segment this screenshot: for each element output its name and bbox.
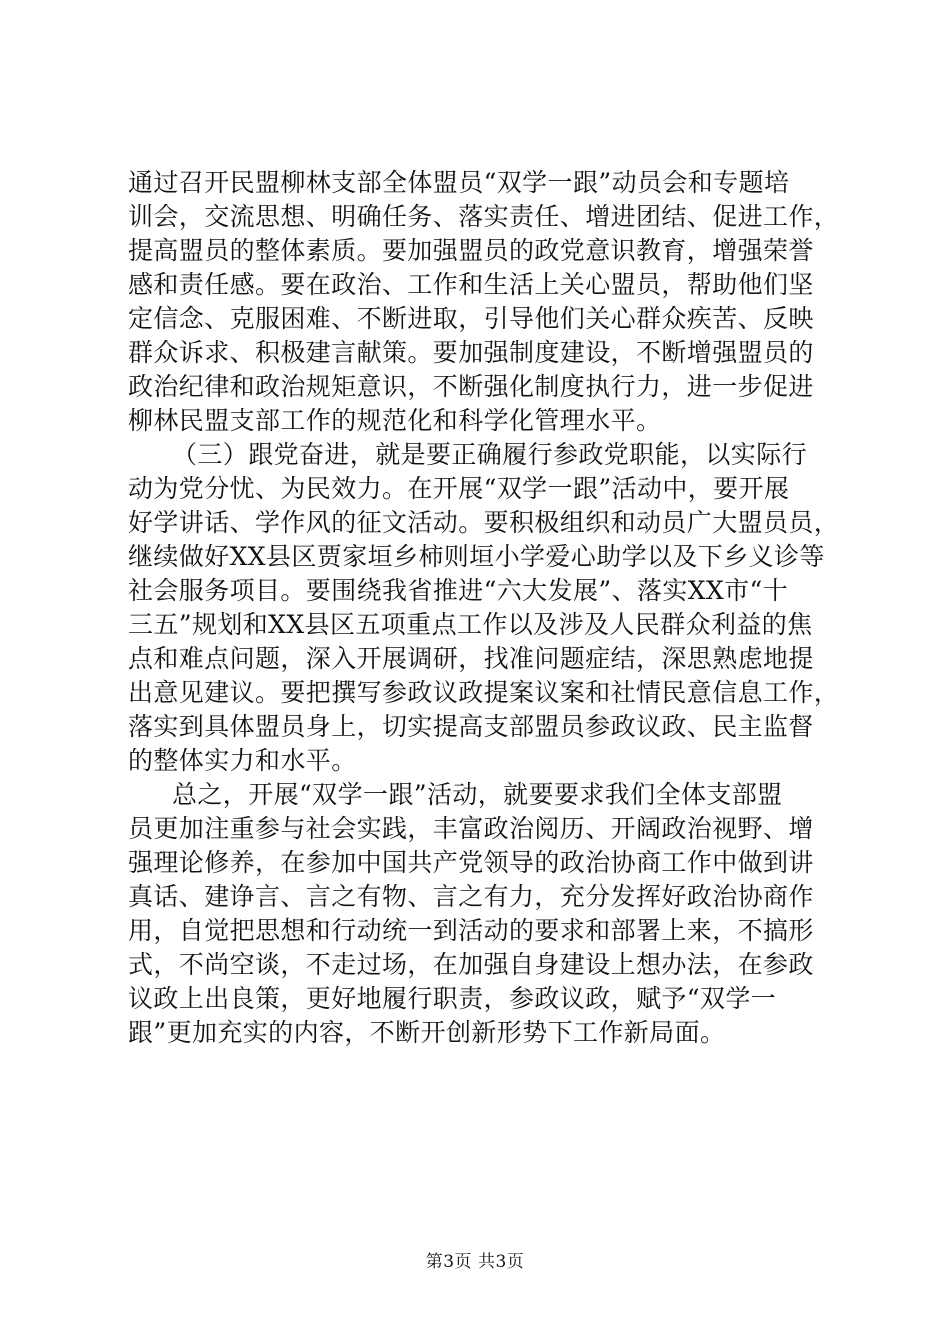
text-line: 强理论修养，在参加中国共产党领导的政治协商工作中做到讲 (128, 848, 814, 877)
text-line: 柳林民盟支部工作的规范化和科学化管理水平。 (128, 406, 662, 435)
text-line: 真话、建诤言、言之有物、言之有力，充分发挥好政治协商作 (128, 882, 814, 911)
document-body (128, 166, 840, 1050)
text-line: 议政上出良策，更好地履行职责，参政议政，赋予“双学一 (128, 984, 777, 1013)
text-line: 社会服务项目。要围绕我省推进“六大发展”、落实XX市“十 (128, 576, 789, 605)
text-line: 政治纪律和政治规矩意识，不断强化制度执行力，进一步促进 (128, 372, 814, 401)
text-line: 用，自觉把思想和行动统一到活动的要求和部署上来，不搞形 (128, 916, 814, 945)
text-line: 动为党分忧、为民效力。在开展“双学一跟”活动中，要开展 (128, 474, 790, 503)
paragraph-continuation (128, 166, 840, 438)
text-line: 定信念、克服困难、不断进取，引导他们关心群众疾苦、反映 (128, 304, 814, 333)
text-line: 的整体实力和水平。 (128, 746, 357, 775)
text-line: （三）跟党奋进，就是要正确履行参政党职能，以实际行 (172, 440, 808, 469)
paragraph-follow-party (128, 438, 840, 778)
text-line: 训会，交流思想、明确任务、落实责任、增进团结、促进工作， (128, 202, 840, 231)
text-line: 三五”规划和XX县区五项重点工作以及涉及人民群众利益的焦 (128, 610, 813, 639)
text-line: 继续做好XX县区贾家垣乡柿则垣小学爱心助学以及下乡义诊等 (128, 542, 825, 571)
text-line: 提高盟员的整体素质。要加强盟员的政党意识教育，增强荣誉 (128, 236, 814, 265)
text-line: 出意见建议。要把撰写参政议政提案议案和社情民意信息工作， (128, 678, 840, 707)
text-line: 群众诉求、积极建言献策。要加强制度建设，不断增强盟员的 (128, 338, 814, 367)
text-line: 感和责任感。要在政治、工作和生活上关心盟员，帮助他们坚 (128, 270, 814, 299)
page-number-label: 第3页 共3页 (425, 1252, 525, 1272)
text-line: 落实到具体盟员身上，切实提高支部盟员参政议政、民主监督 (128, 712, 814, 741)
text-line: 总之，开展“双学一跟”活动，就要要求我们全体支部盟 (172, 780, 783, 809)
text-line: 通过召开民盟柳林支部全体盟员“双学一跟”动员会和专题培 (128, 168, 790, 197)
text-line: 好学讲话、学作风的征文活动。要积极组织和动员广大盟员员， (128, 508, 840, 537)
text-line: 式，不尚空谈，不走过场，在加强自身建设上想办法，在参政 (128, 950, 814, 979)
text-line: 员更加注重参与社会实践，丰富政治阅历、开阔政治视野、增 (128, 814, 814, 843)
text-line: 点和难点问题，深入开展调研，找准问题症结，深思熟虑地提 (128, 644, 814, 673)
paragraph-summary (128, 778, 830, 1050)
page-footer (0, 1247, 950, 1272)
text-line: 跟”更加充实的内容，不断开创新形势下工作新局面。 (128, 1018, 726, 1047)
